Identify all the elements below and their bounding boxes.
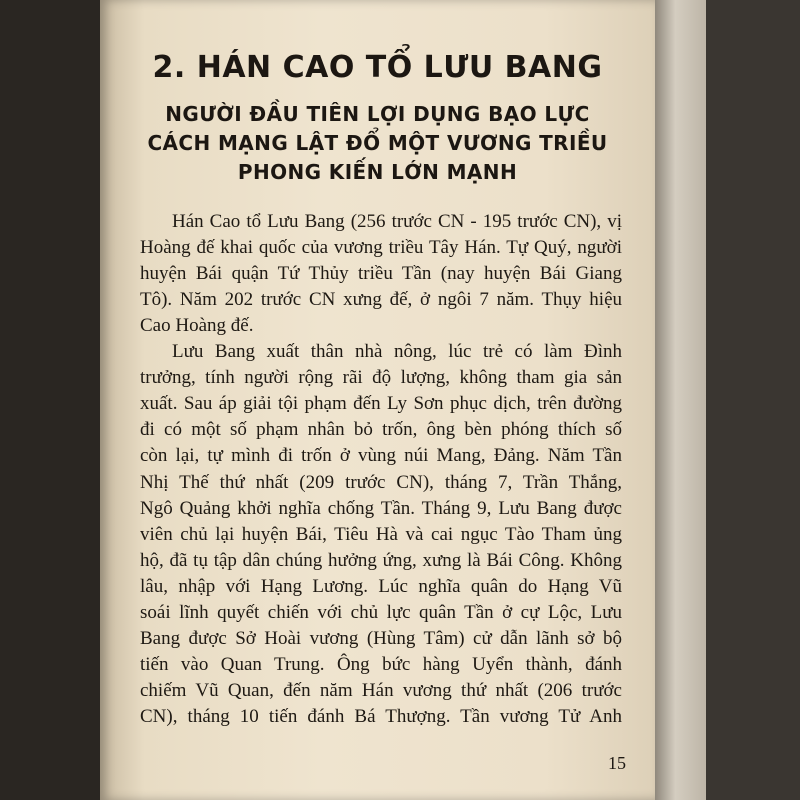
chapter-title: 2. HÁN CAO TỔ LƯU BANG (152, 50, 603, 85)
body-line: CN), tháng 10 tiến đánh Bá Thượng. Tần vương Tử Anh (140, 706, 622, 727)
page-number: 15 (608, 753, 626, 773)
subheading-line: PHONG KIẾN LỚN MẠNH (237, 160, 518, 184)
body-line: soái lĩnh quyết chiến với chủ lực quân Tần ở cự Lộc, Lưu (140, 602, 622, 623)
body-line: tiến vào Quan Trung. Ông bức hàng Uyển thành, đánh (140, 654, 622, 675)
body-line: lâu, nhập với Hạng Lương. Lúc nghĩa quân do Hạng Vũ (140, 576, 622, 597)
body-line: Cao Hoàng đế. (140, 315, 254, 336)
body-line: xuất. Sau áp giải tội phạm đến Ly Sơn phục dịch, trên đường (140, 393, 622, 414)
body-line: Tô). Năm 202 trước CN xưng đế, ở ngôi 7 năm. Thụy hiệu (140, 289, 622, 310)
subheading-line: NGƯỜI ĐẦU TIÊN LỢI DỤNG BẠO LỰC (165, 102, 590, 126)
body-line: chiếm Vũ Quan, đến năm Hán vương thứ nhất (206 trước (140, 680, 622, 701)
body-line: còn lại, tự mình đi trốn ở vùng núi Mang, Đảng. Năm Tần (140, 445, 622, 466)
adjacent-page (655, 0, 706, 800)
body-line: viên chủ lại huyện Bái, Tiêu Hà và cai ngục Tào Tham ủng (140, 524, 622, 545)
body-line: Ngô Quảng khởi nghĩa chống Tần. Tháng 9, Lưu Bang được (140, 498, 622, 519)
body-line: huyện Bái quận Tứ Thủy triều Tần (nay huyện Bái Giang (140, 263, 622, 284)
body-line: Hoàng đế khai quốc của vương triều Tây Hán. Tự Quý, người (140, 237, 622, 258)
body-line: trưởng, tính người rộng rãi độ lượng, không tham gia sản (140, 367, 622, 388)
background (706, 0, 800, 800)
book-page (100, 0, 655, 800)
body-line: hộ, đã tụ tập dân chúng hưởng ứng, xưng là Bái Công. Không (140, 550, 622, 571)
body-line: Bang được Sở Hoài vương (Hùng Tâm) cử dẫn lãnh sở bộ (140, 628, 622, 649)
body-line: Nhị Thế thứ nhất (209 trước CN), tháng 7, Trần Thắng, (140, 472, 622, 493)
body-line: Lưu Bang xuất thân nhà nông, lúc trẻ có làm Đình (172, 341, 622, 362)
subheading-line: CÁCH MẠNG LẬT ĐỔ MỘT VƯƠNG TRIỀU (147, 131, 608, 155)
body-line: Hán Cao tổ Lưu Bang (256 trước CN - 195 trước CN), vị (172, 211, 622, 232)
body-line: đi có một số phạm nhân bỏ trốn, ông bèn phóng thích số (140, 419, 622, 440)
